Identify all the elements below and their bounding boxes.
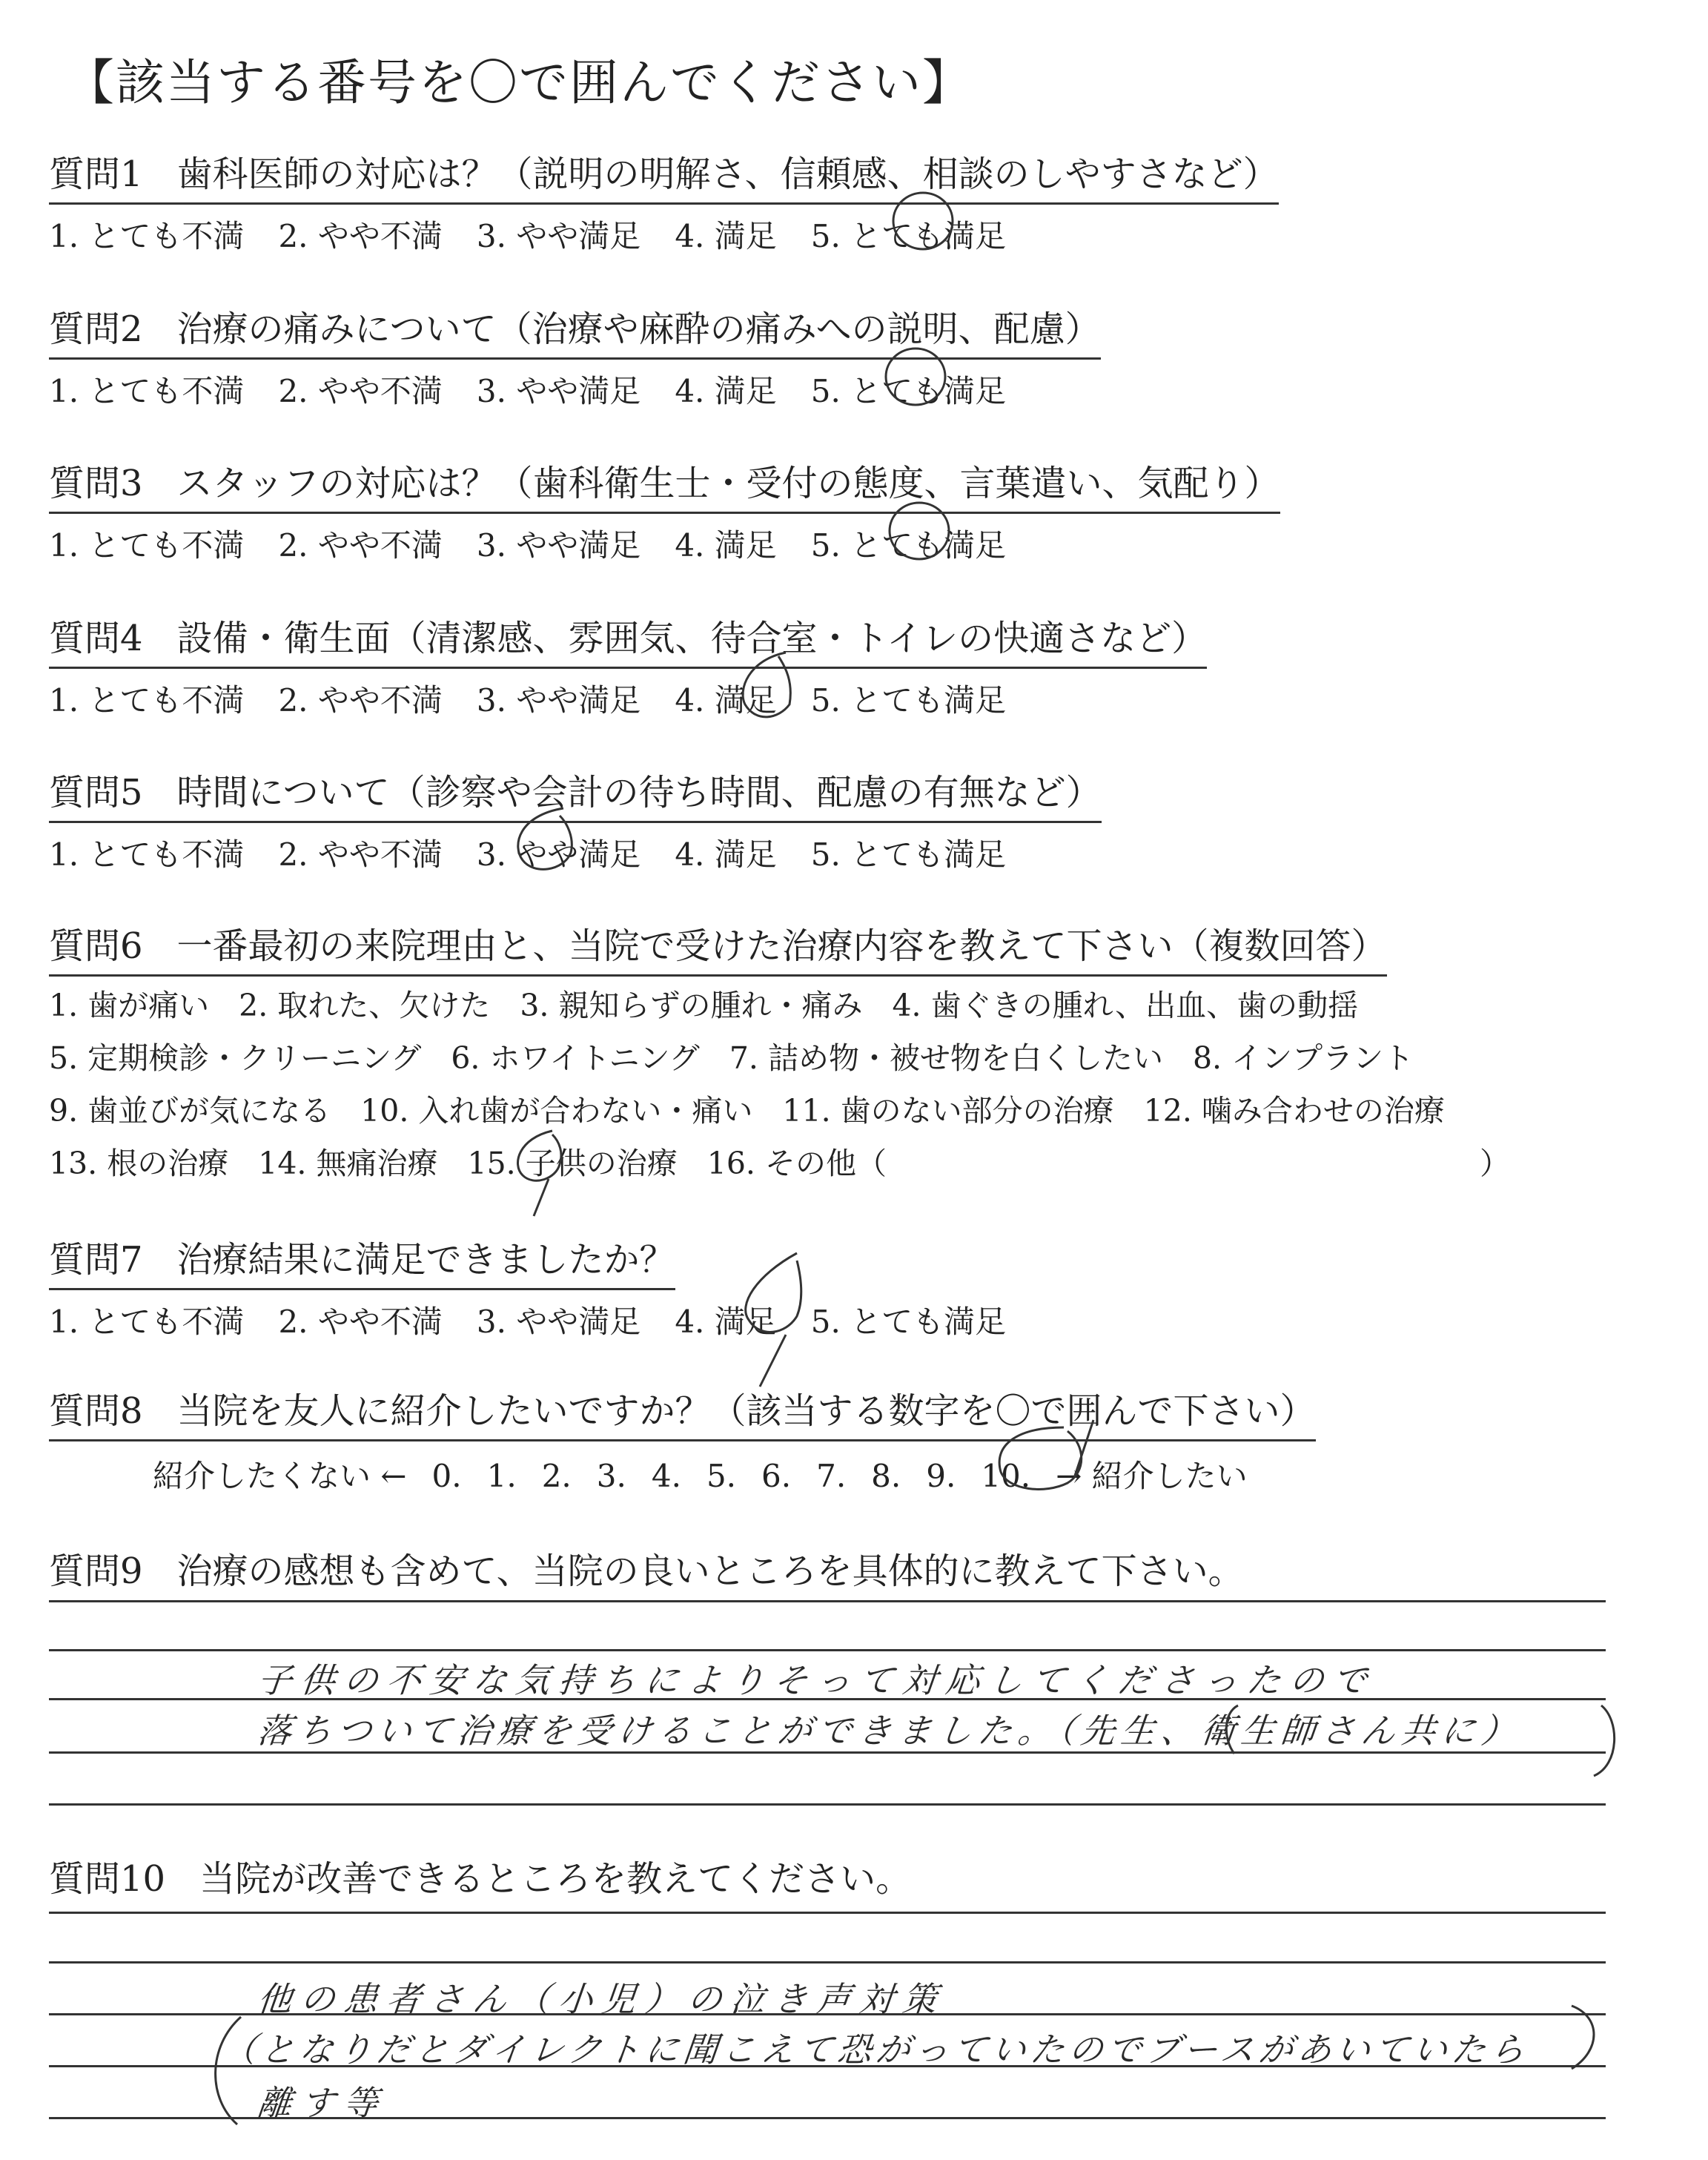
option-5[interactable]: 5. とても満足 [810,218,1007,254]
question-text: 時間について（診察や会計の待ち時間、配慮の有無など） [176,772,1102,813]
question-text: スタッフの対応は？（歯科衛生士・受付の態度、言葉遣い、気配り） [176,463,1280,504]
treatment-option[interactable]: 4. 歯ぐきの腫れ、出血、歯の動揺 [892,988,1359,1023]
question-number: 質問6 [49,925,143,967]
question-text: 治療の感想も含めて、当院の良いところを具体的に教えて下さい。 [176,1550,1244,1592]
option-1[interactable]: 1. とても不満 [49,1304,245,1340]
scale-9[interactable]: 9. [926,1458,956,1494]
q10-answer-line-2[interactable]: （となりだとダイレクトに聞こえて恐がっていたのでブースがあいていたら [219,2029,1532,2070]
option-1[interactable]: 1. とても不満 [49,527,245,564]
option-5[interactable]: 5. とても満足 [810,1304,1007,1340]
recommend-scale [153,1452,1443,1496]
option-2[interactable]: 2. やや不満 [278,836,443,873]
question-number: 質問4 [49,618,143,659]
question-heading [49,1850,911,1907]
treatment-option[interactable]: 3. 親知らずの腫れ・痛み [520,988,863,1023]
question-number: 質問3 [49,463,143,504]
question-heading [49,455,1280,514]
treatment-option[interactable]: 9. 歯並びが気になる [49,1093,331,1129]
question-text: 治療結果に満足できましたか？ [176,1239,675,1281]
question-text: 一番最初の来院理由と、当院で受けた治療内容を教えて下さい（複数回答） [176,925,1387,967]
option-5[interactable]: 5. とても満足 [810,373,1007,409]
treatment-options [49,980,1510,1190]
rating-options [49,521,1443,566]
option-1[interactable]: 1. とても不満 [49,836,245,873]
option-4[interactable]: 4. 満足 [675,218,777,254]
question-text: 歯科医師の対応は？（説明の明解さ、信頼感、相談のしやすさなど） [176,153,1279,195]
scale-left-label: 紹介したくない ← [153,1458,407,1494]
scale-6[interactable]: 6. [761,1458,792,1494]
question-number: 質問8 [49,1390,143,1432]
rating-options [49,676,1443,721]
treatment-option[interactable]: 10. 入れ歯が合わない・痛い [360,1093,753,1129]
q10-answer-line-3[interactable]: 離す等 [255,2083,389,2123]
option-4[interactable]: 4. 満足 [675,1304,777,1340]
rating-options [49,1298,1443,1342]
page-title: 【該当する番号を〇で囲んでください】 [65,54,973,111]
option-2[interactable]: 2. やや不満 [278,218,443,254]
question-2 [49,300,1443,412]
question-heading [49,1542,1244,1599]
treatment-option[interactable]: 1. 歯が痛い [49,988,210,1023]
option-row [49,1032,1443,1085]
treatment-option[interactable]: 8. インプラント [1192,1040,1414,1076]
question-1 [49,145,1443,257]
treatment-option-other[interactable]: 16. その他（ [706,1146,887,1181]
option-row [49,1085,1443,1137]
question-text: 治療の痛みについて（治療や麻酔の痛みへの説明、配慮） [176,308,1101,350]
option-5[interactable]: 5. とても満足 [810,527,1007,564]
option-3[interactable]: 3. やや満足 [476,373,641,409]
option-row [49,1137,1510,1190]
option-3[interactable]: 3. やや満足 [476,836,641,873]
treatment-option[interactable]: 11. 歯のない部分の治療 [782,1093,1114,1129]
rating-options [49,367,1443,412]
question-9 [49,1542,1443,1599]
question-text: 当院を友人に紹介したいですか？（該当する数字を〇で囲んで下さい） [176,1390,1316,1432]
option-1[interactable]: 1. とても不満 [49,682,245,719]
option-5[interactable]: 5. とても満足 [810,836,1007,873]
scale-10[interactable]: 10. [981,1458,1031,1494]
question-heading [49,1231,675,1290]
option-3[interactable]: 3. やや満足 [476,682,641,719]
question-heading [49,1382,1316,1441]
q10-answer-line-1[interactable]: 他の患者さん（小児）の泣き声対策 [255,1979,948,2019]
question-heading [49,764,1102,823]
option-3[interactable]: 3. やや満足 [476,1304,641,1340]
option-2[interactable]: 2. やや不満 [278,373,443,409]
treatment-option[interactable]: 2. 取れた、欠けた [239,988,491,1023]
option-4[interactable]: 4. 満足 [675,527,777,564]
option-2[interactable]: 2. やや不満 [278,682,443,719]
question-number: 質問9 [49,1550,143,1592]
treatment-option[interactable]: 14. 無痛治療 [258,1146,438,1181]
writing-line [49,1912,1606,1914]
question-text: 設備・衛生面（清潔感、雰囲気、待合室・トイレの快適さなど） [176,618,1208,659]
writing-line [49,1961,1606,1964]
question-number: 質問7 [49,1239,143,1281]
question-6 [49,917,1510,1190]
treatment-option[interactable]: 13. 根の治療 [49,1146,229,1181]
option-row [49,980,1443,1032]
question-number: 質問5 [49,772,143,813]
treatment-option[interactable]: 7. 詰め物・被せ物を白くしたい [729,1040,1163,1076]
scale-3[interactable]: 3. [596,1458,626,1494]
question-heading [49,300,1101,360]
option-3[interactable]: 3. やや満足 [476,218,641,254]
option-4[interactable]: 4. 満足 [675,682,777,719]
question-heading [49,610,1207,669]
option-1[interactable]: 1. とても不満 [49,373,245,409]
treatment-option[interactable]: 6. ホワイトニング [451,1040,700,1076]
question-7 [49,1231,1443,1342]
question-5 [49,764,1443,875]
scale-2[interactable]: 2. [541,1458,572,1494]
treatment-option[interactable]: 15. 子供の治療 [467,1146,678,1181]
scale-8[interactable]: 8. [871,1458,901,1494]
option-2[interactable]: 2. やや不満 [278,527,443,564]
rating-options [49,830,1443,875]
option-4[interactable]: 4. 満足 [675,836,777,873]
option-1[interactable]: 1. とても不満 [49,218,245,254]
treatment-option[interactable]: 12. 噛み合わせの治療 [1143,1093,1445,1129]
scale-7[interactable]: 7. [816,1458,847,1494]
scale-5[interactable]: 5. [706,1458,737,1494]
treatment-option[interactable]: 5. 定期検診・クリーニング [49,1040,422,1076]
option-2[interactable]: 2. やや不満 [278,1304,443,1340]
question-number: 質問1 [49,153,143,195]
option-3[interactable]: 3. やや満足 [476,527,641,564]
option-5[interactable]: 5. とても満足 [810,682,1007,719]
option-4[interactable]: 4. 満足 [675,373,777,409]
q9-answer-line-2[interactable]: 落ちついて治療を受けることができました。（先生、衛生師さん共に） [255,1711,1524,1751]
question-heading [49,145,1279,205]
writing-line [49,1649,1606,1651]
q9-answer-line-1[interactable]: 子供の不安な気持ちによりそって対応してくださったので [255,1660,1378,1700]
question-10 [49,1850,1443,1907]
rating-options [49,212,1443,257]
writing-line [49,1600,1606,1602]
scale-right-label: → 紹介したい [1056,1458,1248,1494]
scale-4[interactable]: 4. [651,1458,681,1494]
question-number: 質問2 [49,308,143,350]
question-4 [49,610,1443,721]
question-number: 質問10 [49,1858,166,1900]
question-8 [49,1382,1443,1496]
question-text: 当院が改善できるところを教えてください。 [199,1858,912,1900]
question-3 [49,455,1443,566]
writing-line [49,1803,1606,1806]
other-close-paren: ） [1480,1146,1510,1181]
scale-1[interactable]: 1. [486,1458,517,1494]
scale-0[interactable]: 0. [431,1458,462,1494]
question-heading [49,917,1387,977]
